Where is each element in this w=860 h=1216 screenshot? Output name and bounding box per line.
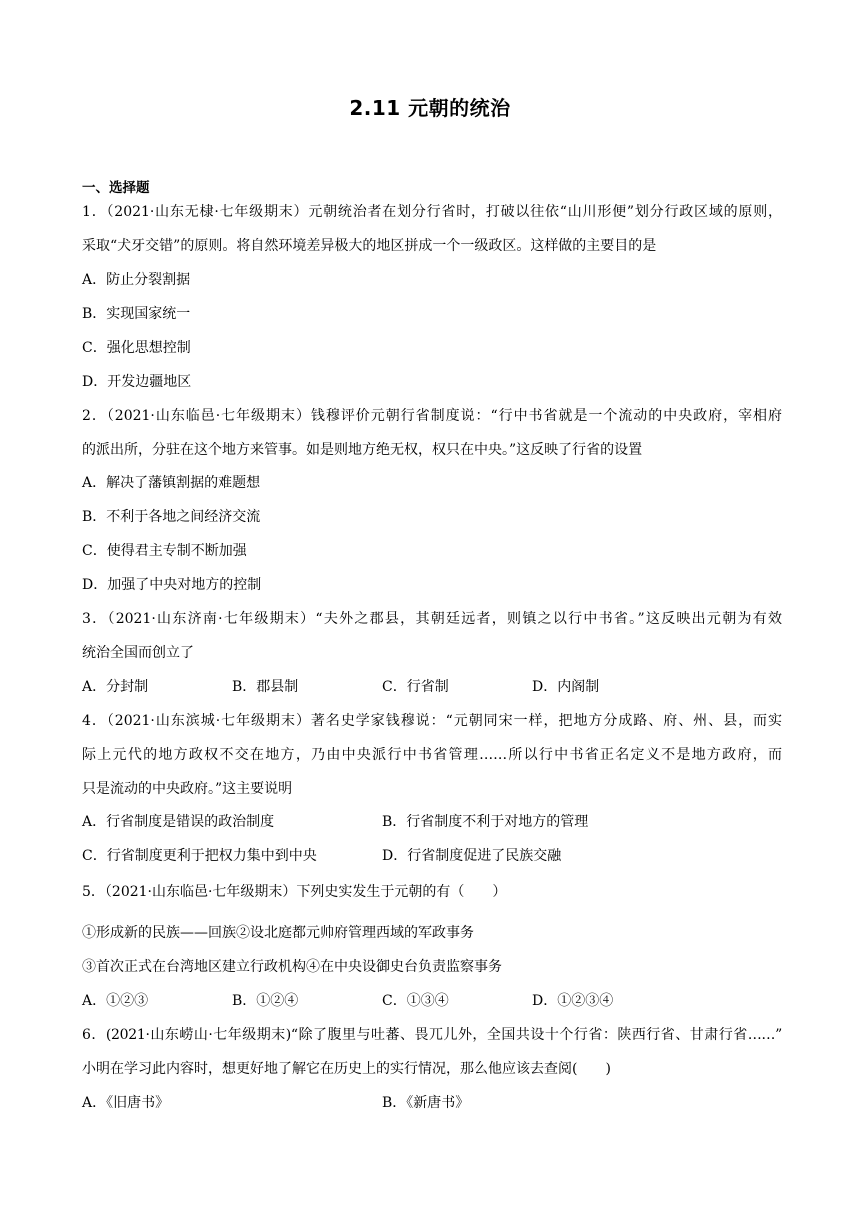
question-1-option-d: D．开发边疆地区 [82, 374, 192, 390]
question-2-option-b: B．不利于各地之间经济交流 [82, 509, 261, 525]
question-2-option-a: A．解决了藩镇割据的难题想 [82, 475, 261, 491]
question-6-stem-line-2: 小明在学习此内容时，想更好地了解它在历史上的实行情况，那么他应该去查阅( ) [82, 1061, 611, 1077]
question-1-stem-line-1: 1．（2021·山东无棣·七年级期末）元朝统治者在划分行省时，打破以往依“山川形便”划分行政区域的原则， [82, 204, 782, 220]
question-5-option-d: D．①②③④ [532, 993, 614, 1009]
question-6-option-a: A．《旧唐书》 [82, 1095, 170, 1111]
question-3-option-d: D．内阁制 [532, 679, 600, 695]
question-2-option-c: C．使得君主专制不断加强 [82, 543, 247, 559]
question-1-option-b: B．实现国家统一 [82, 306, 191, 322]
question-6-option-b: B．《新唐书》 [382, 1095, 470, 1111]
question-1-stem-line-2: 采取“犬牙交错”的原则。将自然环境差异极大的地区拼成一个一级政区。这样做的主要目的是 [82, 238, 657, 254]
question-5-option-c: C．①③④ [382, 993, 449, 1009]
question-3-option-a: A．分封制 [82, 679, 149, 695]
section-heading: 一、选择题 [82, 180, 150, 196]
question-6-stem-line-1: 6．(2021·山东崂山·七年级期末)“除了腹里与吐蕃、畏兀儿外，全国共设十个行省：陕西行省、甘肃行省……” [82, 1027, 782, 1043]
question-1-option-a: A．防止分裂割据 [82, 272, 191, 288]
question-5-stem-line-3: ③首次正式在台湾地区建立行政机构④在中央设御史台负责监察事务 [82, 959, 502, 975]
question-4-stem-line-2: 际上元代的地方政权不交在地方，乃由中央派行中书省管理……所以行中书省正名定义不是地方政府，而 [82, 747, 782, 763]
question-3-stem-line-2: 统治全国而创立了 [82, 645, 194, 661]
question-4-option-b: B．行省制度不利于对地方的管理 [382, 814, 589, 830]
question-2-stem-line-1: 2．（2021·山东临邑·七年级期末）钱穆评价元朝行省制度说：“行中书省就是一个流动的中央政府，宰相府 [82, 408, 782, 424]
question-3-option-c: C．行省制 [382, 679, 449, 695]
page-title: 2.11 元朝的统治 [349, 96, 511, 120]
question-4-stem-line-1: 4．（2021·山东滨城·七年级期末）著名史学家钱穆说：“元朝同宋一样，把地方分成路、府、州、县，而实 [82, 713, 782, 729]
question-4-stem-line-3: 只是流动的中央政府。”这主要说明 [82, 781, 293, 797]
question-5-stem-line-1: 5．（2021·山东临邑·七年级期末）下列史实发生于元朝的有（ ） [82, 884, 507, 900]
question-4-option-d: D．行省制度促进了民族交融 [382, 848, 562, 864]
question-5-option-b: B．①②④ [232, 993, 299, 1009]
question-2-stem-line-2: 的派出所，分驻在这个地方来管事。如是则地方绝无权，权只在中央。”这反映了行省的设置 [82, 442, 643, 458]
question-5-stem-line-2: ①形成新的民族——回族②设北庭都元帅府管理西域的军政事务 [82, 925, 474, 941]
question-3-stem-line-1: 3．（2021·山东济南·七年级期末）“夫外之郡县，其朝廷远者，则镇之以行中书省。”这反映出元朝为有效 [82, 611, 782, 627]
question-2-option-d: D．加强了中央对地方的控制 [82, 577, 262, 593]
question-5-option-a: A．①②③ [82, 993, 149, 1009]
question-1-option-c: C．强化思想控制 [82, 340, 191, 356]
question-4-option-a: A．行省制度是错误的政治制度 [82, 814, 275, 830]
question-3-option-b: B．郡县制 [232, 679, 299, 695]
question-4-option-c: C．行省制度更利于把权力集中到中央 [82, 848, 317, 864]
